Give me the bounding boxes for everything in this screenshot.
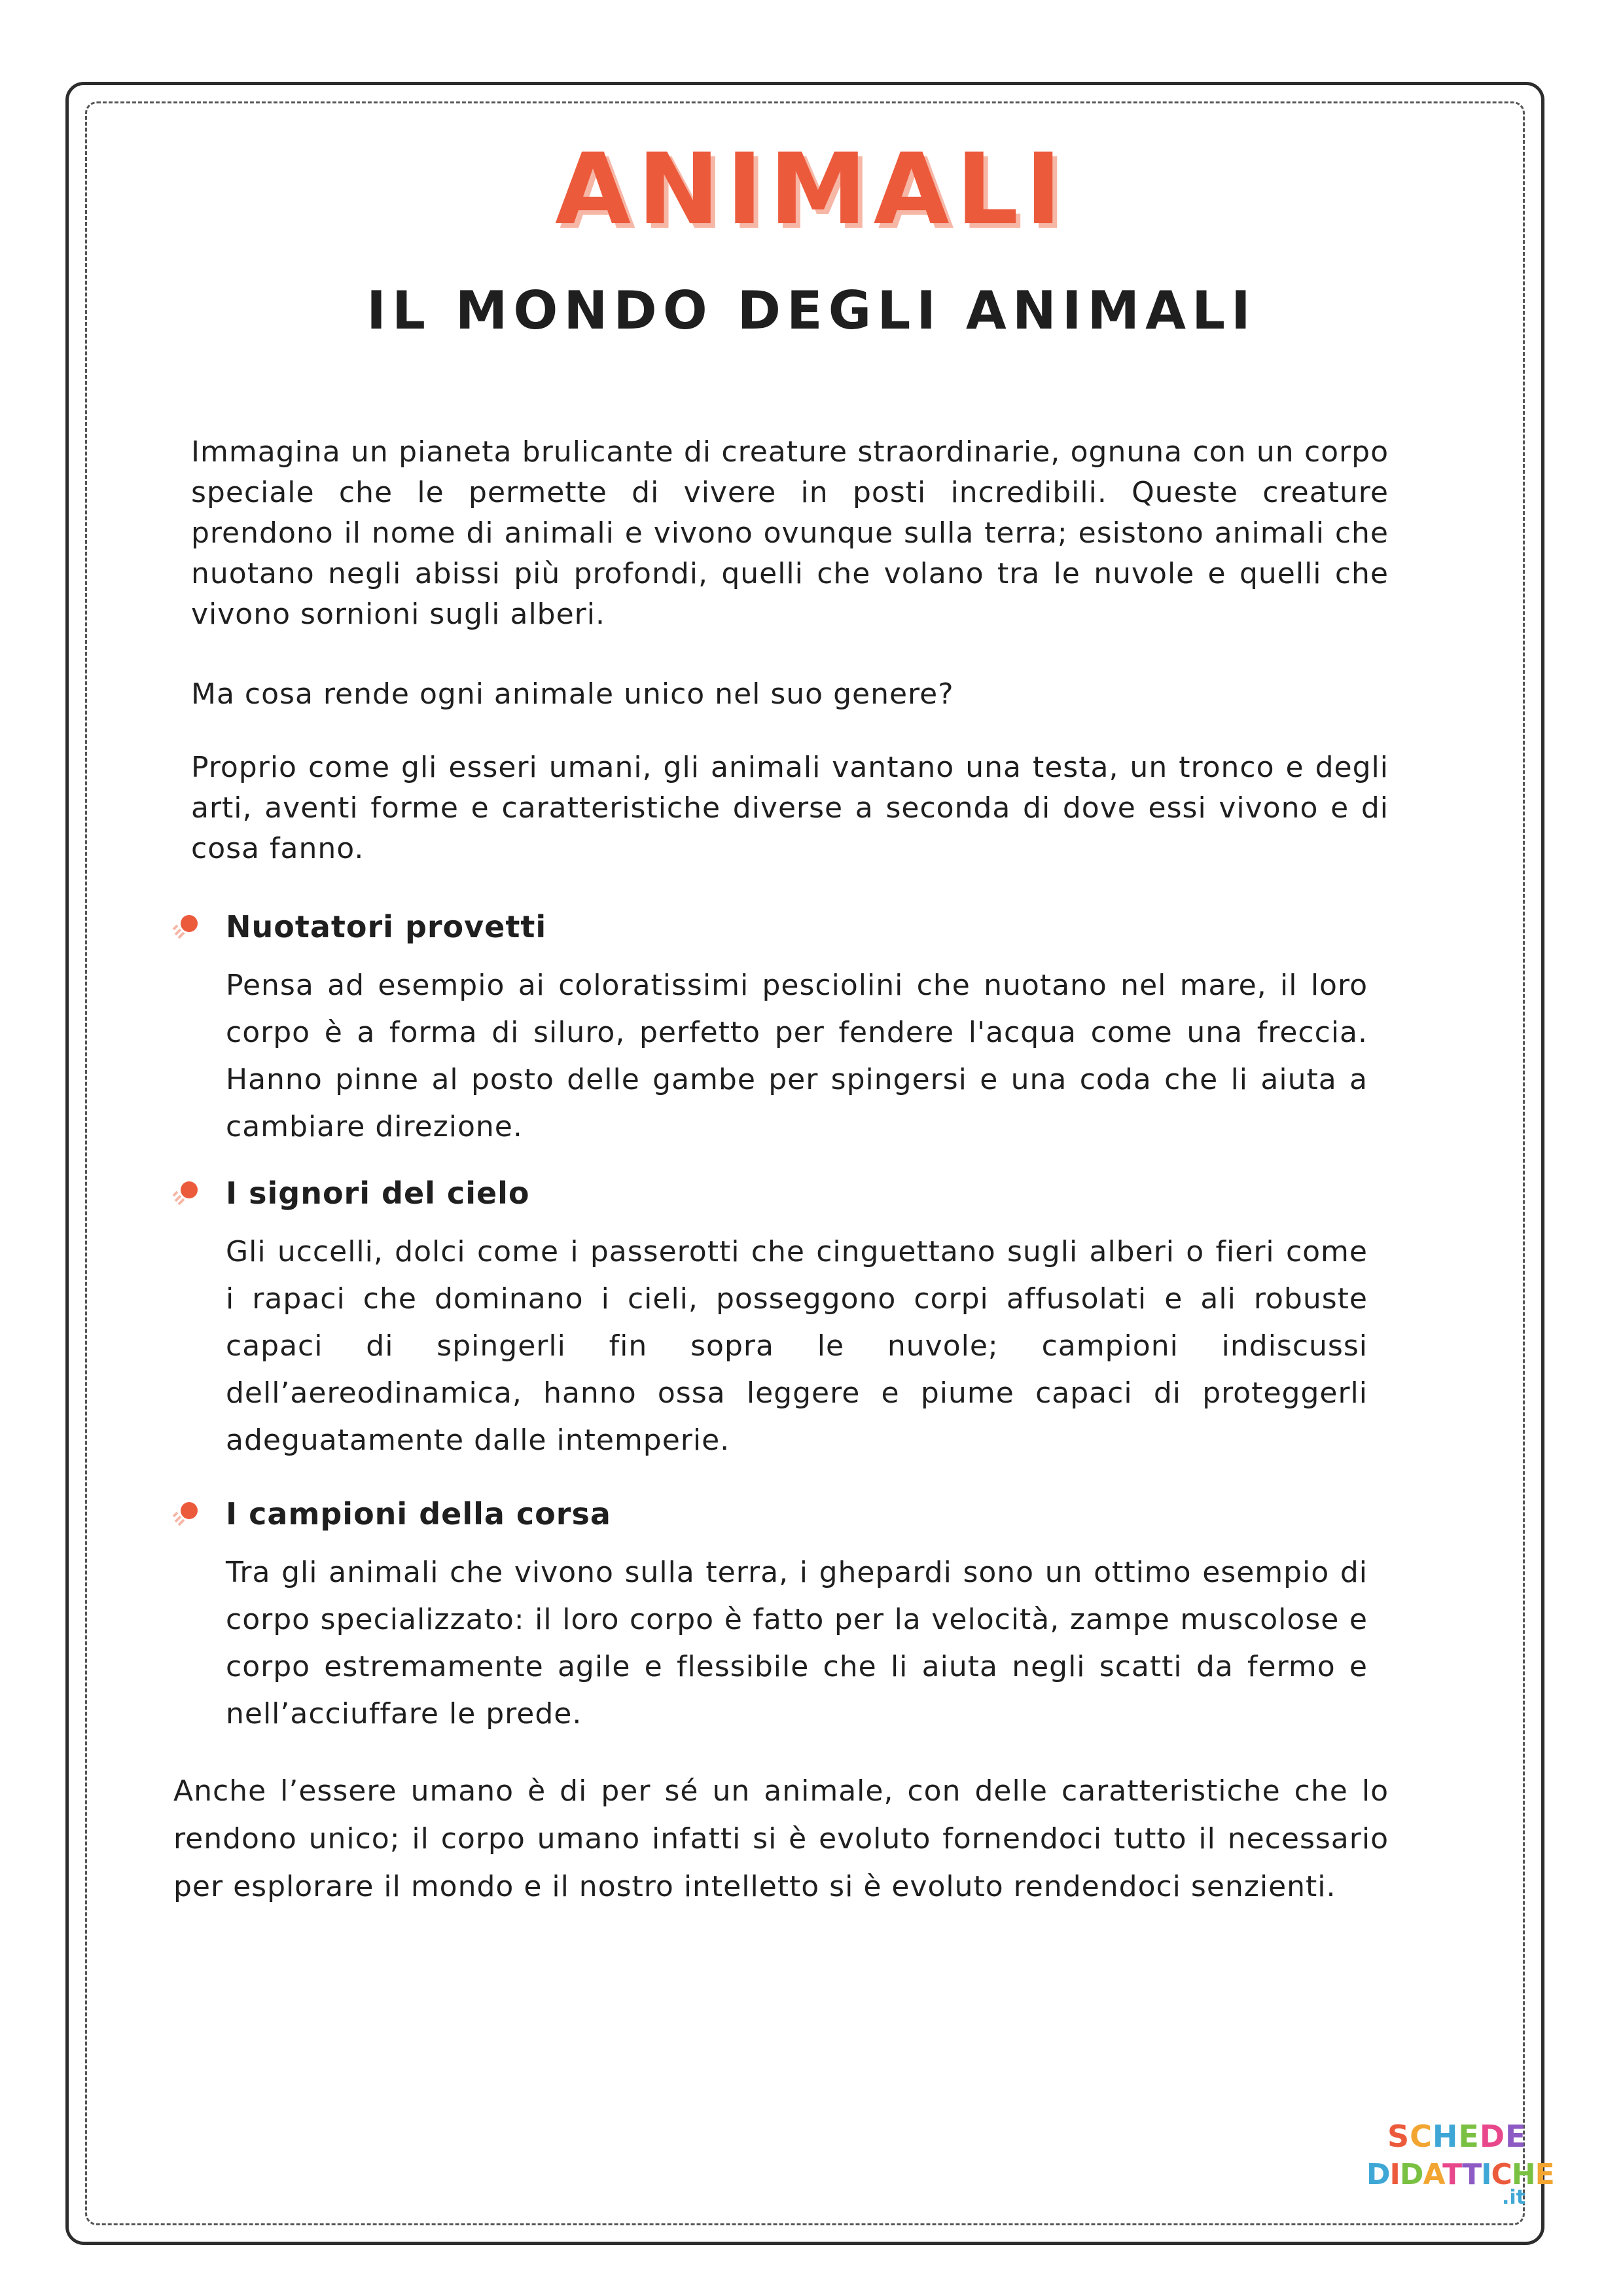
page-subtitle: IL MONDO DEGLI ANIMALI — [366, 280, 1257, 341]
section-text: Tra gli animali che vivono sulla terra, i ghepardi sono un ottimo esempio di corpo specializzato: il loro corpo è fatto per la velocità, zampe muscolose e corpo estremamente agile e flessibile che li aiuta negli scatti da fermo e nell’acciuffare le prede. — [226, 1556, 1368, 1731]
section-heading: Nuotatori provetti — [226, 909, 547, 944]
svg-text:.it: .it — [1502, 2186, 1526, 2209]
section-text: Gli uccelli, dolci come i passerotti che cinguettano sugli alberi o fieri come i rapaci che dominano i cieli, posseggono corpi affusolati e ali robuste capaci di spingerli fin sopra le nuvole; campioni indiscussi dell’aereodinamica, hanno ossa leggere e piume capaci di proteggerli adeguatamente dalle intemperie. — [226, 1235, 1368, 1457]
bullet-icon — [171, 911, 202, 941]
svg-text:DIDATTICHE: DIDATTICHE — [1366, 2158, 1554, 2191]
bullet-icon — [171, 1498, 202, 1528]
section-heading: I campioni della corsa — [226, 1496, 611, 1532]
intro-question: Ma cosa rende ogni animale unico nel suo genere? — [191, 677, 954, 711]
svg-text:SCHEDE: SCHEDE — [1387, 2119, 1527, 2154]
intro-paragraph: Proprio come gli esseri umani, gli animali vantano una testa, un tronco e degli arti, aventi forme e caratteristiche diverse a seconda di dove essi vivono e di cosa fanno. — [191, 751, 1389, 865]
closing-paragraph: Anche l’essere umano è di per sé un animale, con delle caratteristiche che lo rendono unico; il corpo umano infatti si è evoluto fornendoci tutto il necessario per esplorare il mondo e il nostro intelletto si è evoluto rendendoci senzienti. — [173, 1774, 1389, 1903]
section-heading: I signori del cielo — [226, 1175, 530, 1211]
schede-didattiche-logo — [1361, 2111, 1554, 2209]
page-title: ANIMALI — [554, 133, 1069, 247]
intro-paragraph: Immagina un pianeta brulicante di creature straordinarie, ognuna con un corpo speciale che le permette di vivere in posti incredibili. Queste creature prendono il nome di animali e vivono ovunque sulla terra; esistono animali che nuotano negli abissi più profondi, quelli che volano tra le nuvole e quelli che vivono sornioni sugli alberi. — [191, 435, 1389, 631]
section-text: Pensa ad esempio ai coloratissimi pesciolini che nuotano nel mare, il loro corpo è a forma di siluro, perfetto per fendere l'acqua come una freccia. Hanno pinne al posto delle gambe per spingersi e una coda che li aiuta a cambiare direzione. — [226, 969, 1368, 1143]
bullet-icon — [171, 1177, 202, 1208]
